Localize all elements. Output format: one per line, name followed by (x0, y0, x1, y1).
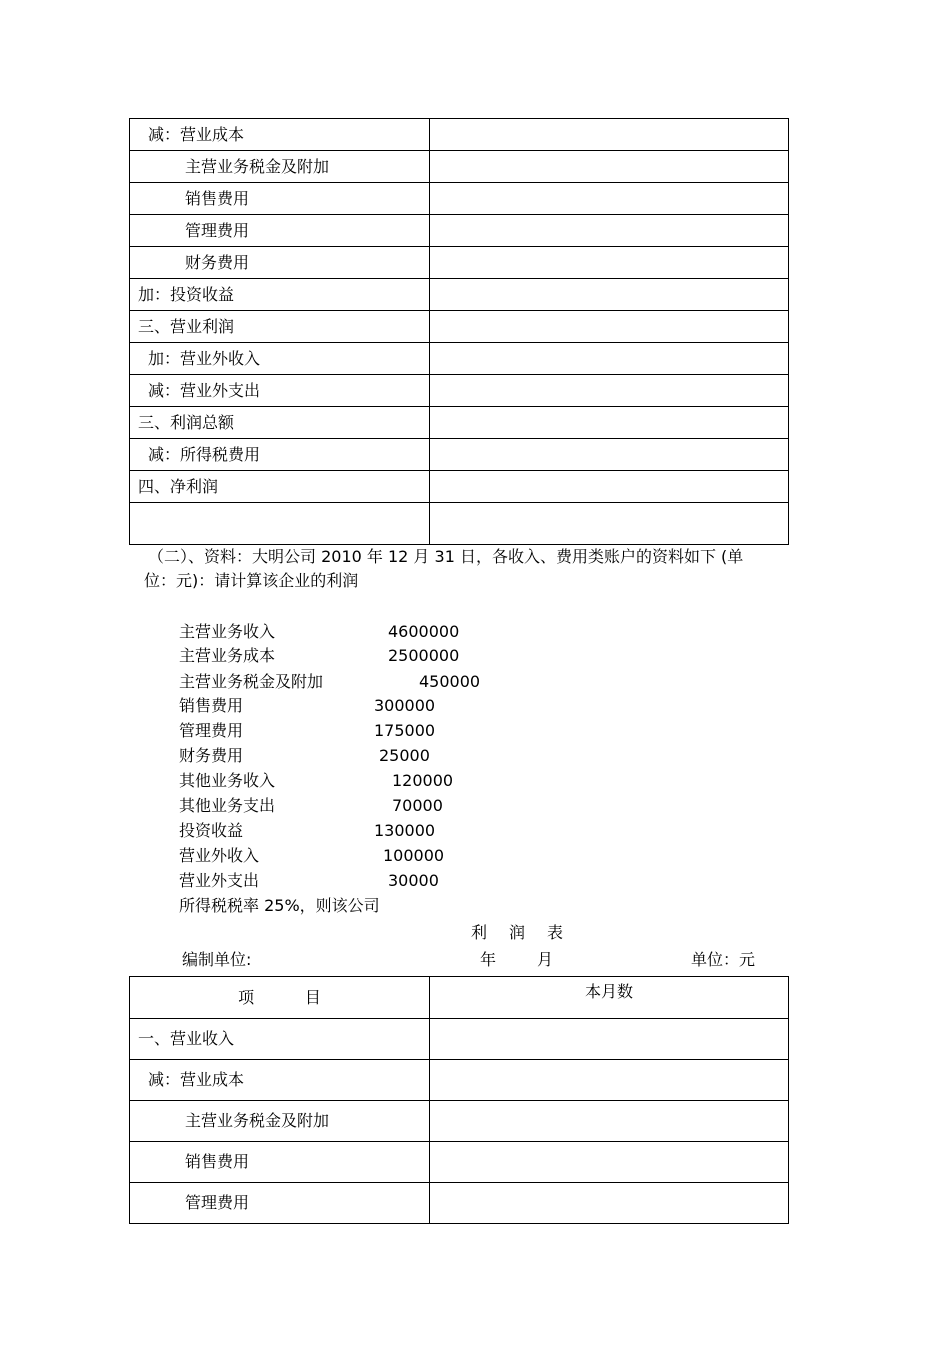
table-row (130, 215, 789, 247)
amount-cell[interactable] (430, 183, 789, 215)
amount-cell[interactable] (430, 215, 789, 247)
row-label: 主营业务税金及附加 (130, 151, 430, 183)
account-name: 营业外支出 (179, 871, 260, 890)
row-label: 减：所得税费用 (130, 439, 430, 471)
account-name: 其他业务支出 (179, 796, 276, 815)
amount-cell[interactable] (430, 343, 789, 375)
table-row (130, 1183, 789, 1224)
row-label: 四、净利润 (130, 471, 430, 503)
table-row (130, 407, 789, 439)
amount-cell[interactable] (430, 1142, 789, 1183)
table-row (130, 183, 789, 215)
row-label: 财务费用 (130, 247, 430, 279)
tax-rate-line: 所得税税率 25%，则该公司 (179, 896, 380, 915)
account-value: 300000 (374, 696, 436, 715)
row-label: 减：营业外支出 (130, 375, 430, 407)
amount-cell[interactable] (430, 311, 789, 343)
row-label: 加：投资收益 (130, 279, 430, 311)
table-row (130, 119, 789, 151)
account-value: 130000 (374, 821, 436, 840)
table-row (130, 279, 789, 311)
statement-title-char-2: 润 (509, 923, 526, 942)
row-label (130, 503, 430, 545)
account-name: 营业外收入 (179, 846, 260, 865)
account-value: 100000 (383, 846, 445, 865)
table-row (130, 471, 789, 503)
account-value: 450000 (419, 672, 481, 691)
income-statement-table (129, 976, 789, 1224)
table-row (130, 375, 789, 407)
account-name: 主营业务收入 (179, 622, 276, 641)
table-row (130, 151, 789, 183)
table-header-row (130, 977, 789, 1019)
row-label: 销售费用 (130, 183, 430, 215)
table-row (130, 311, 789, 343)
account-value: 25000 (379, 746, 430, 765)
row-label: 三、利润总额 (130, 407, 430, 439)
row-label: 主营业务税金及附加 (130, 1101, 430, 1142)
row-label: 管理费用 (130, 1183, 430, 1224)
prepared-by-label: 编制单位: (182, 950, 252, 969)
account-name: 主营业务税金及附加 (179, 672, 324, 691)
account-value: 120000 (392, 771, 454, 790)
statement-title-char-3: 表 (547, 923, 564, 942)
table-row (130, 343, 789, 375)
table-row (130, 247, 789, 279)
amount-cell[interactable] (430, 471, 789, 503)
amount-cell[interactable] (430, 279, 789, 311)
amount-cell[interactable] (430, 151, 789, 183)
table-row (130, 1060, 789, 1101)
row-label: 管理费用 (130, 215, 430, 247)
table-row (130, 1142, 789, 1183)
account-value: 4600000 (388, 622, 460, 641)
row-label: 销售费用 (130, 1142, 430, 1183)
statement-title-char-1: 利 (471, 923, 488, 942)
amount-cell[interactable] (430, 1183, 789, 1224)
amount-cell[interactable] (430, 503, 789, 545)
table-row (130, 439, 789, 471)
account-value: 70000 (392, 796, 443, 815)
account-name: 投资收益 (179, 821, 244, 840)
row-label: 加：营业外收入 (130, 343, 430, 375)
account-value: 2500000 (388, 646, 460, 665)
year-label: 年 (480, 950, 497, 969)
amount-cell[interactable] (430, 247, 789, 279)
header-amount: 本月数 (430, 977, 789, 1019)
problem-intro-line1: （二）、资料：大明公司 2010 年 12 月 31 日，各收入、费用类账户的资料如下 (单 (148, 547, 744, 566)
account-name: 销售费用 (179, 696, 244, 715)
row-label: 减：营业成本 (130, 1060, 430, 1101)
amount-cell[interactable] (430, 1060, 789, 1101)
account-name: 财务费用 (179, 746, 244, 765)
table-row (130, 1019, 789, 1060)
amount-cell[interactable] (430, 439, 789, 471)
account-value: 30000 (388, 871, 439, 890)
account-name: 主营业务成本 (179, 646, 276, 665)
month-label: 月 (537, 950, 554, 969)
amount-cell[interactable] (430, 1101, 789, 1142)
table-row (130, 503, 789, 545)
amount-cell[interactable] (430, 1019, 789, 1060)
problem-intro-line2: 位：元)：请计算该企业的利润 (144, 571, 359, 590)
row-label: 减：营业成本 (130, 119, 430, 151)
account-name: 管理费用 (179, 721, 244, 740)
row-label: 一、营业收入 (130, 1019, 430, 1060)
header-item: 项 目 (130, 977, 430, 1019)
income-table-continued (129, 118, 789, 545)
amount-cell[interactable] (430, 119, 789, 151)
row-label: 三、营业利润 (130, 311, 430, 343)
account-value: 175000 (374, 721, 436, 740)
account-name: 其他业务收入 (179, 771, 276, 790)
table-row (130, 1101, 789, 1142)
amount-cell[interactable] (430, 375, 789, 407)
amount-cell[interactable] (430, 407, 789, 439)
unit-label: 单位：元 (691, 950, 756, 969)
